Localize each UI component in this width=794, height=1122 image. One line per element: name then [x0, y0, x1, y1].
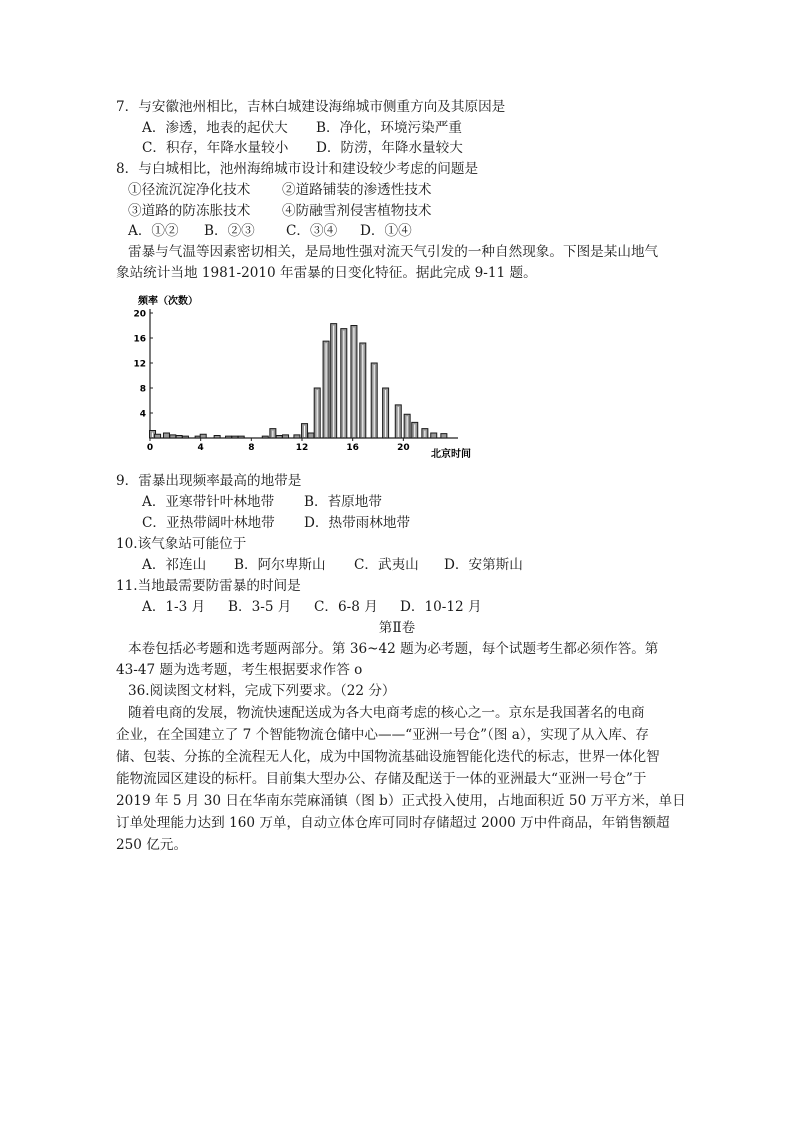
q36-stem: 36.阅读图文材料，完成下列要求。（22 分）	[128, 683, 396, 699]
q36-paragraph-line-3: 储、包装、分拣的全流程无人化，成为中国物流基础设施智能化迭代的标志，世界一体化智	[116, 749, 660, 765]
q9-option-d: D．热带雨林地带	[304, 515, 411, 531]
bar	[232, 436, 238, 438]
bar	[214, 436, 220, 439]
bar	[182, 436, 188, 438]
bar	[238, 436, 244, 438]
q7-option-c: C．积存，年降水量较小	[142, 140, 289, 156]
x-tick-label: 12	[295, 443, 309, 453]
y-tick-label: 4	[139, 409, 146, 420]
bar	[155, 434, 161, 438]
q11-option-c: C．6-8 月	[314, 599, 378, 615]
section-2-line-1: 本卷包括必考题和选考题两部分。第 36~42 题为必考题，每个试题考生都必须作答。第	[128, 641, 659, 657]
x-tick-label: 4	[197, 443, 204, 453]
bar	[170, 435, 176, 438]
bar	[294, 435, 300, 438]
q11-option-d: D．10-12 月	[400, 599, 482, 615]
q7-option-d: D．防涝，年降水量较大	[316, 140, 463, 156]
q7-stem: 7．与安徽池州相比，吉林白城建设海绵城市侧重方向及其原因是	[116, 99, 506, 115]
q8-option-c: C．③④	[286, 223, 338, 239]
bar	[276, 436, 282, 439]
q8-stem: 8．与白城相比，池州海绵城市设计和建设较少考虑的问题是	[116, 161, 479, 177]
q36-paragraph-line-1: 随着电商的发展，物流快速配送成为各大电商考虑的核心之一。京东是我国著名的电商	[128, 705, 645, 721]
chart-bars	[150, 324, 447, 438]
x-tick-label: 16	[346, 443, 359, 453]
q36-paragraph-line-5: 2019 年 5 月 30 日在华南东莞麻涌镇（图 b）正式投入使用，占地面积近 50 万平方米，单日	[116, 793, 686, 809]
bar	[283, 435, 289, 438]
x-tick-label: 8	[248, 443, 255, 453]
q7-option-b: B．净化，环境污染严重	[316, 120, 462, 136]
intro-line-1: 雷暴与气温等因素密切相关，是局地性强对流天气引发的一种自然现象。下图是某山地气	[128, 244, 659, 260]
q36-paragraph-line-2: 企业，在全国建立了 7 个智能物流仓储中心——“亚洲一号仓”（图 a），实现了从入库、存	[116, 727, 649, 743]
q8-option-d: D．①④	[360, 223, 412, 239]
q36-paragraph-line-4: 能物流园区建设的标杆。目前集大型办公、存储及配送于一体的亚洲最大“亚洲一号仓”于	[116, 771, 647, 787]
bar	[308, 433, 314, 438]
q11-stem: 11.当地最需要防雷暴的时间是	[116, 578, 301, 594]
q36-paragraph-line-7: 250 亿元。	[116, 837, 188, 853]
bar	[163, 433, 169, 438]
intro-line-2: 象站统计当地 1981-2010 年雷暴的日变化特征。据此完成 9-11 题。	[116, 265, 537, 281]
q9-option-b: B．苔原地带	[304, 494, 382, 510]
q8-item-1: ①径流沉淀净化技术	[128, 182, 251, 198]
x-tick-label: 20	[397, 443, 410, 453]
q11-option-b: B．3-5 月	[228, 599, 292, 615]
q9-option-c: C．亚热带阔叶林地带	[142, 515, 275, 531]
q10-option-c: C．武夷山	[354, 557, 419, 573]
section-2-line-2: 43-47 题为选考题，考生根据要求作答 o	[116, 662, 363, 678]
x-axis-label: 北京时间	[431, 449, 471, 460]
y-tick-label: 20	[133, 309, 146, 320]
bar	[200, 434, 206, 438]
y-axis-label: 频率（次数）	[138, 296, 198, 307]
x-tick-label: 0	[146, 443, 154, 453]
section-2-title: 第Ⅱ卷	[378, 620, 416, 636]
bar	[431, 433, 437, 438]
bar	[262, 436, 268, 438]
q10-option-a: A．祁连山	[142, 557, 207, 573]
q10-option-b: B．阿尔卑斯山	[234, 557, 326, 573]
bar	[226, 436, 232, 438]
q9-stem: 9．雷暴出现频率最高的地带是	[116, 473, 302, 489]
y-tick-label: 16	[133, 334, 146, 345]
q36-paragraph-line-6: 订单处理能力达到 160 万单，自动立体仓库可同时存储超过 2000 万中件商品，年销售额超	[116, 815, 670, 831]
q10-option-d: D．安第斯山	[444, 557, 523, 573]
y-tick-label: 8	[139, 384, 146, 395]
q8-item-2: ②道路铺装的渗透性技术	[282, 182, 432, 198]
q8-option-a: A．①②	[128, 223, 179, 239]
q8-item-4: ④防融雪剂侵害植物技术	[282, 203, 432, 219]
q8-item-3: ③道路的防冻胀技术	[128, 203, 251, 219]
y-tick-label: 12	[133, 359, 146, 370]
q11-option-a: A．1-3 月	[142, 599, 206, 615]
q10-stem: 10.该气象站可能位于	[116, 536, 247, 552]
bar	[176, 436, 182, 439]
q9-option-a: A．亚寒带针叶林地带	[142, 494, 275, 510]
q7-option-a: A．渗透，地表的起伏大	[142, 120, 288, 136]
q8-option-b: B．②③	[204, 223, 255, 239]
bar	[441, 434, 447, 438]
thunderstorm-frequency-chart	[133, 290, 498, 460]
